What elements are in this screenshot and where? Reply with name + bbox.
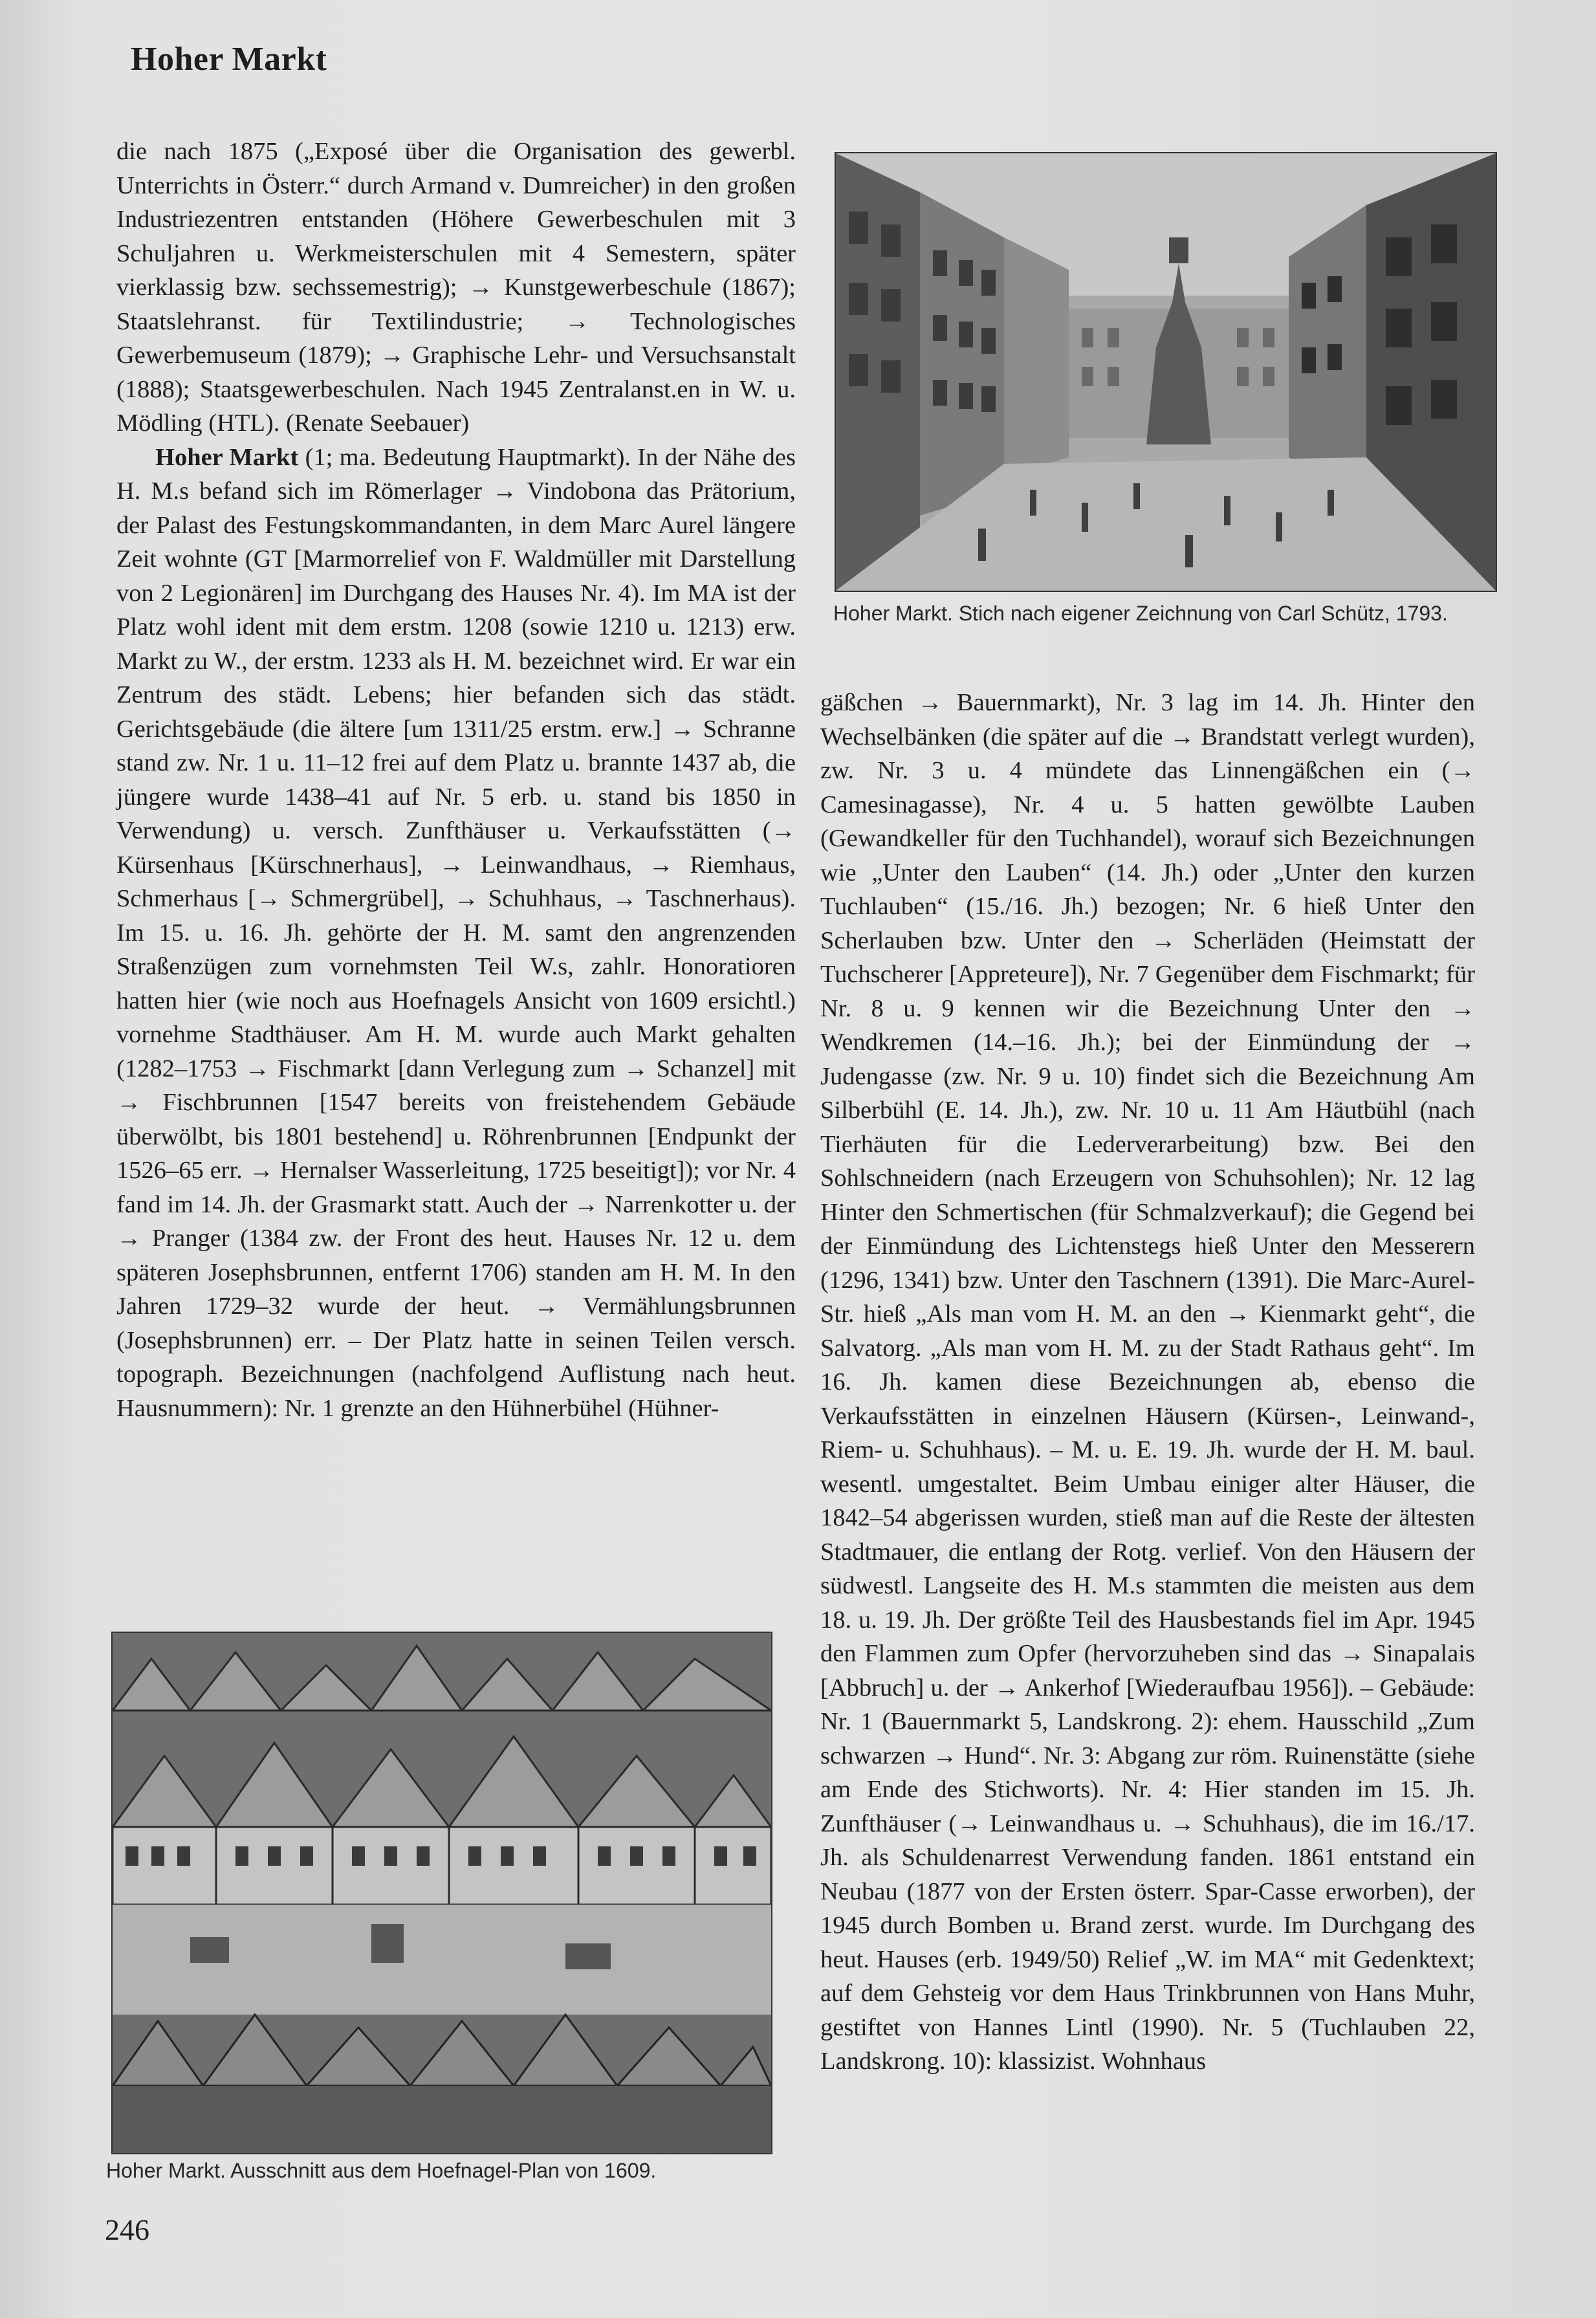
entry-text: (1; ma. Bedeutung Hauptmarkt). In der Nähe des H. M.s befand sich im Römerlager → Vindobona das Prätorium, der Palast des Festungskommandanten, in dem Marc Aurel längere Zeit wohnte (GT [Marmorrelief von F. Waldmüller mit Darstellung von 2 Legionären] im Durchgang des Hauses Nr. 4). Im MA ist der Platz wohl ident mit dem erstm. 1208 (sowie 1210 u. 1213) erw. Markt zu W., der erstm. 1233 als H. M. bezeichnet wird. Er war ein Zentrum des städt. Lebens; hier befanden sich das städt. Gerichtsgebäude (die ältere [um 1311/25 erstm. erw.] → Schranne stand zw. Nr. 1 u. 11–12 frei auf dem Platz u. brannte 1437 ab, die jüngere wurde 1438–41 auf Nr. 5 erb. u. stand bis 1850 in Verwendung) u. versch. Zunfthäuser u. Verkaufsstätten (→ Kürsenhaus [Kürschnerhaus], → Leinwandhaus, → Riemhaus, Schmerhaus [→ Schmergrübel], → Schuhhaus, → Taschnerhaus). Im 15. u. 16. Jh. gehörte der H. M. samt den angrenzenden Straßenzügen zum vornehmsten Teil W.s, zahlr. Honoratioren hatten hier (wie noch aus Hoefnagels Ansicht von 1609 ersichtl.) vornehme Stadthäuser. Am H. M. wurde auch Markt gehalten (1282–1753 → Fischmarkt [dann Verlegung zum → Schanzel] mit → Fischbrunnen [1547 bereits von freistehendem Gebäude überwölbt, bis 1801 bestehend] u. Röhrenbrunnen [Endpunkt der 1526–65 err. → Hernalser Wasserleitung, 1725 beseitigt]); vor Nr. 4 fand im 14. Jh. der Grasmarkt statt. Auch der → Narrenkotter u. der → Pranger (1384 zw. der Front des heut. Hauses Nr. 12 u. dem späteren Josephsbrunnen, entfernt 1706) standen am H. M. In den Jahren 1729–32 wurde der heut. → Vermählungsbrunnen (Josephsbrunnen) err. – Der Platz hatte in seinen Teilen versch. topograph. Bezeichnungen (nachfolgend Auflistung nach heut. Hausnummern): Nr. 1 grenzte an den Hühnerbühel (Hühner-: [116, 443, 796, 1422]
entry-headword: Hoher Markt: [155, 443, 299, 471]
engraving-illustration: [836, 153, 1496, 591]
hoefnagel-plan-illustration: [113, 1633, 771, 2153]
continued-entry-text: gäßchen → Bauernmarkt), Nr. 3 lag im 14. Jh. Hinter den Wechselbänken (die später auf die → Brandstatt verlegt wurden), zw. Nr. 3 u. 4 mündete das Linnengäßchen ein (→ Camesinagasse), Nr. 4 u. 5 hatten gewölbte Lauben (Gewandkeller für den Tuchhandel), worauf sich Bezeichnungen wie „Unter den Lauben“ (14. Jh.) oder „Unter den kurzen Tuchlauben“ (15./16. Jh.) bezogen; Nr. 6 hieß Unter den Scherlauben bzw. Unter den → Scherläden (Heimstatt der Tuchscherer [Appreteure]), Nr. 7 Gegenüber dem Fischmarkt; für Nr. 8 u. 9 kennen wir die Bezeichnung Unter den → Wendkremen (14.–16. Jh.); bei der Einmündung der → Judengasse (zw. Nr. 9 u. 10) findet sich die Bezeichnung Am Silberbühl (E. 14. Jh.), zw. Nr. 10 u. 11 Am Häutbühl (nach Tierhäuten für die Lederverarbeitung) bzw. Bei den Sohlschneidern (nach Erzeugern von Schuhsohlen); Nr. 12 lag Hinter den Schmertischen (für Schmalzverkauf); die Gegend bei der Einmündung des Lichtenstegs hieß Unter den Messerern (1296, 1341) bzw. Unter den Taschnern (1391). Die Marc-Aurel-Str. hieß „Als man vom H. M. an den → Kienmarkt geht“, die Salvatorg. „Als man vom H. M. zu der Stadt Rathaus geht“. Im 16. Jh. kamen diese Bezeichnungen ab, ebenso die Verkaufsstätten in einzelnen Häusern (Kürsen-, Leinwand-, Riem- u. Schuhhaus). – M. u. E. 19. Jh. wurde der H. M. baul. wesentl. umgestaltet. Beim Umbau einiger alter Häuser, die 1842–54 abgerissen wurden, stieß man auf die Reste der ältesten Stadtmauer, die entlang der Rotg. verlief. Von den Häusern der südwestl. Langseite des H. M.s stammten die meisten aus dem 18. u. 19. Jh. Der größte Teil des Hausbestands fiel im Apr. 1945 den Flammen zum Opfer (hervorzuheben sind das → Sinapalais [Abbruch] u. der → Ankerhof [Wiederaufbau 1956]). – Gebäude: Nr. 1 (Bauernmarkt 5, Landskrong. 2): ehem. Hausschild „Zum schwarzen → Hund“. Nr. 3: Abgang zur röm. Ruinenstätte (siehe am Ende des Stichworts). Nr. 4: Hier standen im 15. Jh. Zunfthäuser (→ Leinwandhaus u. → Schuhhaus), die im 16./17. Jh. als Schuldenarrest Verwendung fanden. 1861 entstand ein Neubau (1877 von der Ersten österr. Spar-Casse erworben), der 1945 durch Bomben u. Brand zerst. wurde. Im Durchgang des heut. Hauses (erb. 1949/50) Relief „W. im MA“ mit Gedenktext; auf dem Gehsteig vor dem Haus Trinkbrunnen von Hans Muhr, gestiftet von Hannes Lintl (1990). Nr. 5 (Tuchlauben 22, Landskrong. 10): klassizist. Wohnhaus: [820, 689, 1475, 2075]
entry-paragraph: [116, 441, 796, 1426]
hoefnagel-plan-caption: Hoher Markt. Ausschnitt aus dem Hoefnagel-Plan von 1609.: [106, 2159, 657, 2182]
hoefnagel-plan-figure: [111, 1632, 772, 2154]
page-number: 246: [105, 2213, 149, 2246]
engraving-caption: Hoher Markt. Stich nach eigener Zeichnung von Carl Schütz, 1793.: [833, 602, 1448, 625]
continued-paragraph: die nach 1875 („Exposé über die Organisation des gewerbl. Unterrichts in Österr.“ durch Armand v. Dumreicher) in den großen Industriezentren entstanden (Höhere Gewerbeschulen mit 3 Schuljahren u. Werkmeisterschulen mit 4 Semestern, später vierklassig bzw. sechssemestrig); → Kunstgewerbeschule (1867); Staatslehranst. für Textilindustrie; → Technologisches Gewerbemuseum (1879); → Graphische Lehr- und Versuchsanstalt (1888); Staatsgewerbeschulen. Nach 1945 Zentralanst.en in W. u. Mödling (HTL). (Renate Seebauer): [116, 138, 796, 437]
engraving-figure: [835, 152, 1497, 592]
running-title: Hoher Markt: [131, 41, 327, 78]
left-column: [116, 135, 796, 1425]
right-column: [820, 686, 1475, 2079]
